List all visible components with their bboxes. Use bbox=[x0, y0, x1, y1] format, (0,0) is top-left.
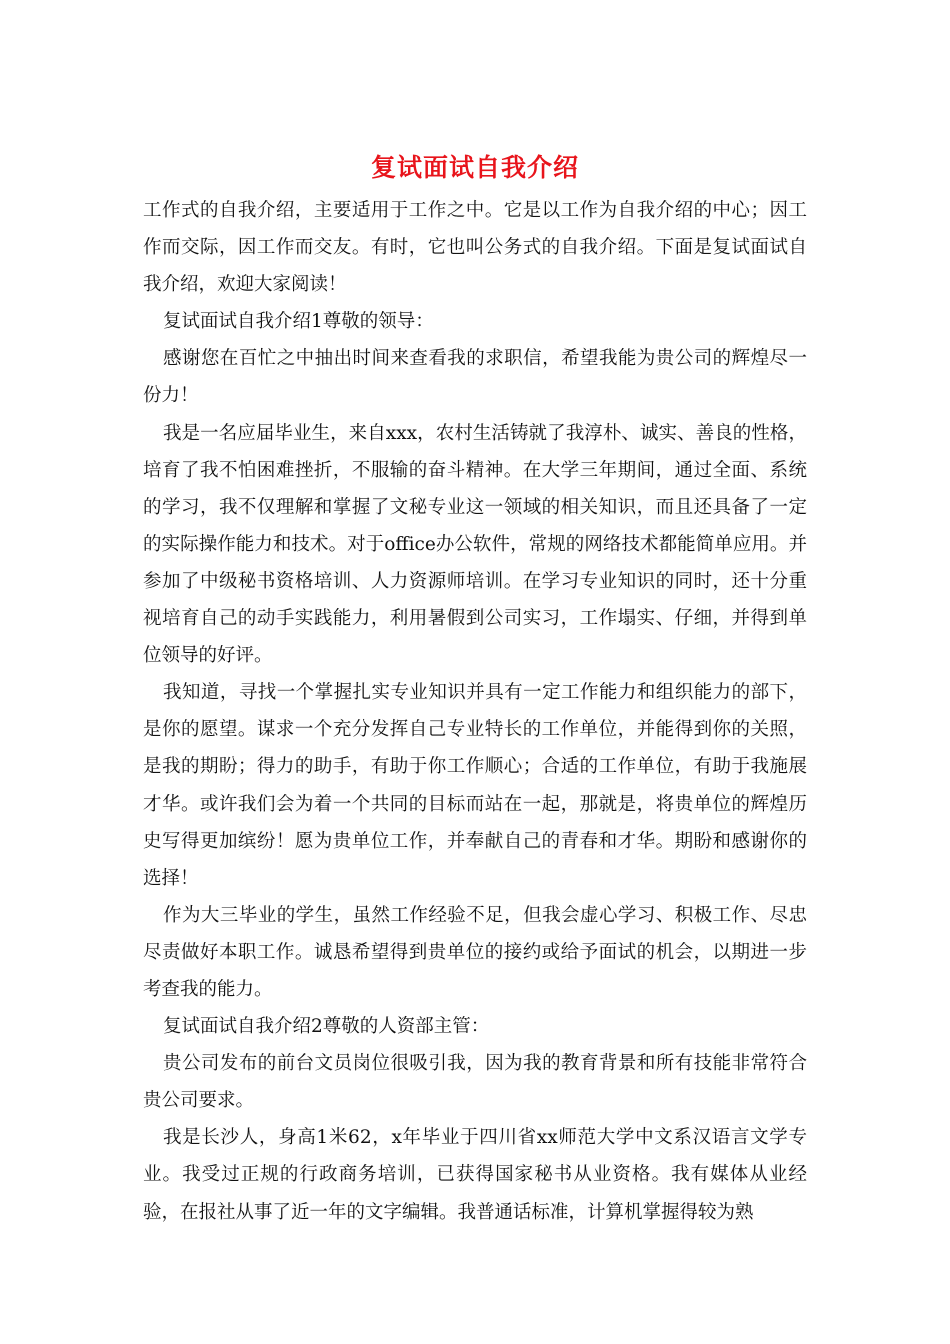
paragraph: 作为大三毕业的学生，虽然工作经验不足，但我会虚心学习、积极工作、尽忠尽责做好本职工作。诚恳希望得到贵单位的接约或给予面试的机会，以期进一步考查我的能力。 bbox=[143, 904, 807, 1000]
paragraph-intro: 工作式的自我介绍，主要适用于工作之中。它是以工作为自我介绍的中心；因工作而交际，因工作而交友。有时，它也叫公务式的自我介绍。下面是复试面试自我介绍，欢迎大家阅读！ bbox=[143, 200, 807, 296]
paragraph: 我知道，寻找一个掌握扎实专业知识并具有一定工作能力和组织能力的部下，是你的愿望。谋求一个充分发挥自己专业特长的工作单位，并能得到你的关照，是我的期盼；得力的助手，有助于你工作顺心；合适的工作单位，有助于我施展才华。或许我们会为着一个共同的目标而站在一起，那就是，将贵单位的辉煌历史写得更加缤纷！愿为贵单位工作，并奉献自己的青春和才华。期盼和感谢你的选择！ bbox=[143, 682, 807, 889]
paragraph: 感谢您在百忙之中抽出时间来查看我的求职信，希望我能为贵公司的辉煌尽一份力！ bbox=[143, 348, 807, 407]
paragraph: 我是一名应届毕业生，来自xxx，农村生活铸就了我淳朴、诚实、善良的性格，培育了我不怕困难挫折，不服输的奋斗精神。在大学三年期间，通过全面、系统的学习，我不仅理解和掌握了文秘专业这一领域的相关知识，而且还具备了一定的实际操作能力和技术。对于office办公软件，常规的网络技术都能简单应用。并参加了中级秘书资格培训、人力资源师培训。在学习专业知识的同时，还十分重视培育自己的动手实践能力，利用暑假到公司实习，工作塌实、仔细，并得到单位领导的好评。 bbox=[143, 422, 807, 667]
paragraph-heading-1: 复试面试自我介绍1尊敬的领导： bbox=[163, 311, 434, 333]
paragraph: 我是长沙人，身高1米62，x年毕业于四川省xx师范大学中文系汉语言文学专业。我受过正规的行政商务培训，已获得国家秘书从业资格。我有媒体从业经验，在报社从事了近一年的文字编辑。我普通话标准，计算机掌握得较为熟 bbox=[143, 1127, 807, 1223]
document-title: 复试面试自我介绍 bbox=[370, 153, 579, 182]
document-body bbox=[143, 192, 807, 1231]
paragraph: 贵公司发布的前台文员岗位很吸引我，因为我的教育背景和所有技能非常符合贵公司要求。 bbox=[143, 1053, 807, 1112]
paragraph-heading-2: 复试面试自我介绍2尊敬的人资部主管： bbox=[163, 1016, 490, 1038]
